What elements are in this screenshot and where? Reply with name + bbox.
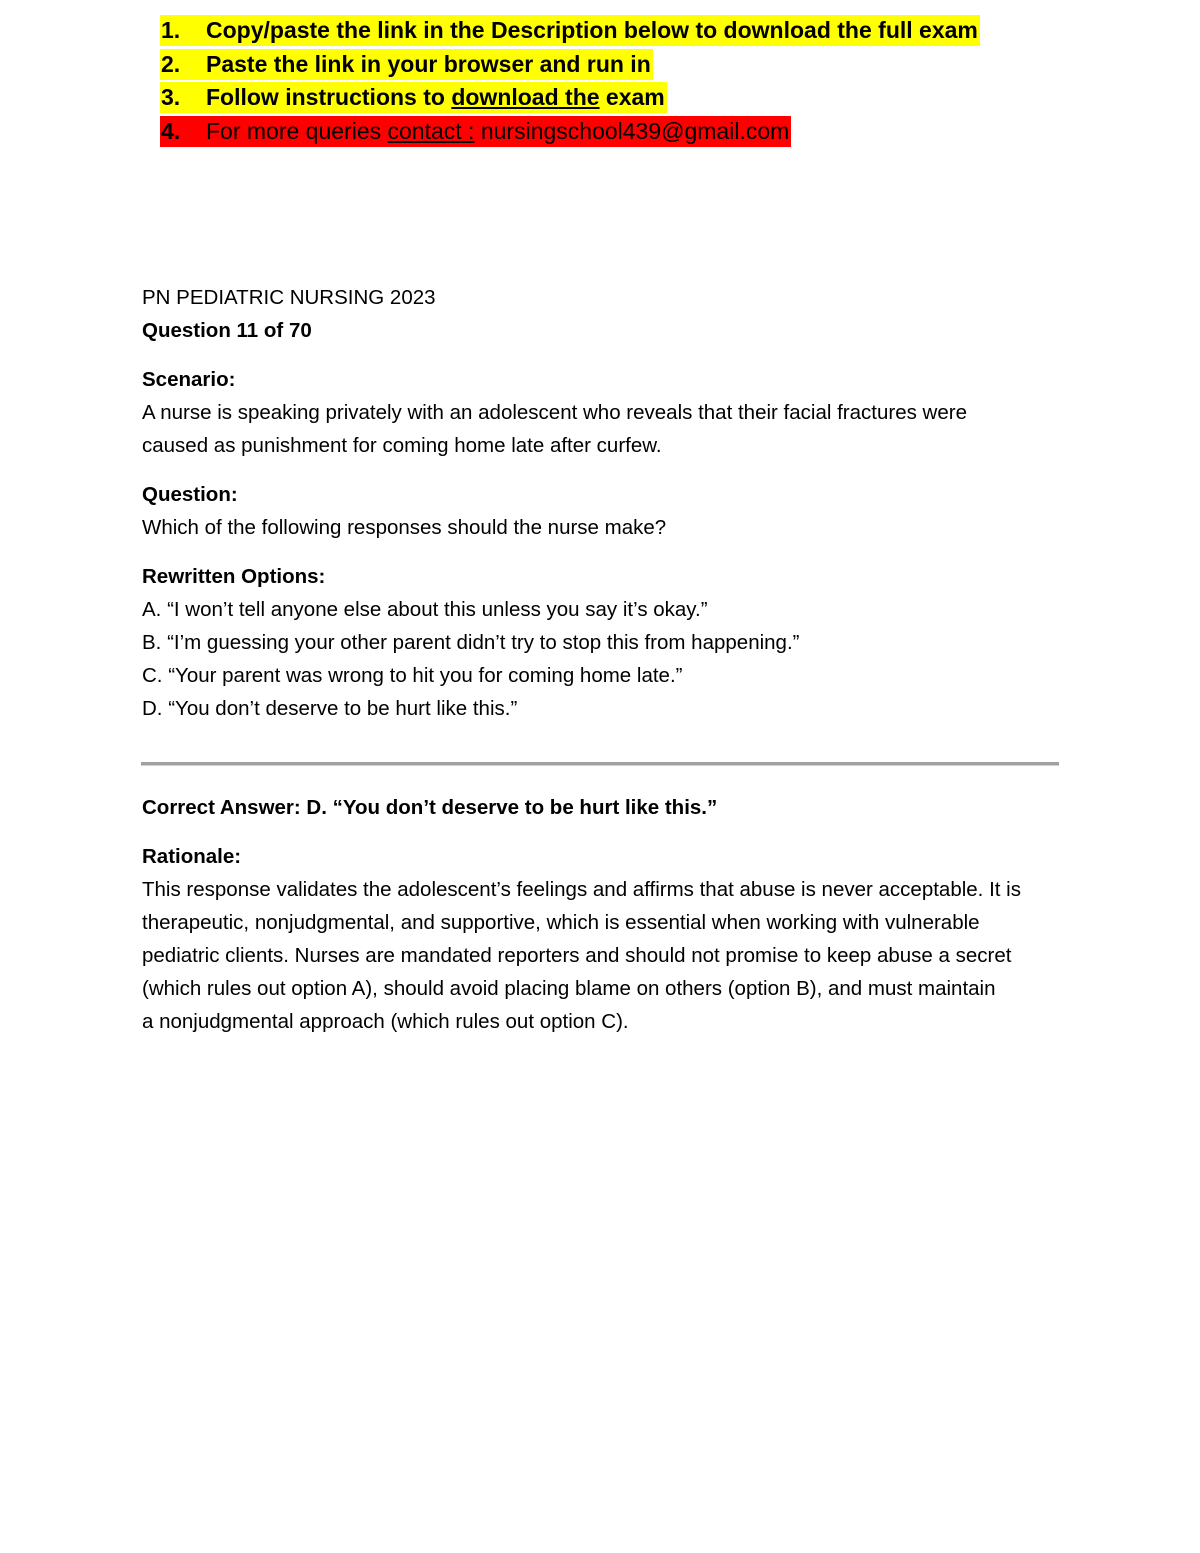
- instruction-number: 1.: [161, 17, 181, 44]
- instruction-text: Paste the link in your browser and run in: [206, 50, 651, 77]
- instruction-text: Copy/paste the link in the Description below to download the full exam: [206, 17, 978, 44]
- instruction-text: Follow instructions to: [206, 84, 452, 111]
- the-link[interactable]: the: [565, 84, 600, 111]
- answer-section: [142, 791, 1062, 1038]
- instruction-highlight-red: [160, 116, 791, 147]
- instruction-item-1: [160, 14, 1060, 48]
- rationale-line: This response validates the adolescent’s feelings and affirms that abuse is never acceptable. It is: [142, 878, 1021, 901]
- contact-link[interactable]: contact :: [387, 117, 475, 144]
- question-heading: Question:: [142, 483, 238, 506]
- question-section: [142, 281, 1062, 725]
- instruction-number: 2.: [161, 50, 181, 77]
- rationale-line: (which rules out option A), should avoid placing blame on others (option B), and must maintain: [142, 977, 996, 1000]
- question-text: Which of the following responses should the nurse make?: [142, 516, 667, 539]
- instruction-text: For more queries: [206, 117, 388, 144]
- contact-email: nursingschool439@gmail.com: [474, 117, 790, 144]
- horizontal-divider: [141, 762, 1059, 766]
- instruction-number: 3.: [161, 84, 181, 111]
- instruction-item-2: [160, 48, 1060, 82]
- instruction-item-4: [160, 115, 1060, 149]
- instruction-highlight: [160, 49, 653, 80]
- question-number: Question 11 of 70: [142, 319, 312, 342]
- option-c: C. “Your parent was wrong to hit you for coming home late.”: [142, 664, 683, 687]
- instruction-text-end: exam: [599, 84, 665, 111]
- correct-answer-label: Correct Answer:: [142, 796, 301, 819]
- scenario-heading: Scenario:: [142, 368, 236, 391]
- rationale-heading: Rationale:: [142, 845, 242, 868]
- option-b: B. “I’m guessing your other parent didn’t try to stop this from happening.”: [142, 631, 800, 654]
- instruction-number: 4.: [161, 117, 181, 144]
- rationale-line: pediatric clients. Nurses are mandated reporters and should not promise to keep abuse a secret: [142, 944, 1012, 967]
- instructions-list: [160, 14, 1060, 148]
- rationale-line: a nonjudgmental approach (which rules out option C).: [142, 1010, 629, 1033]
- scenario-line: A nurse is speaking privately with an adolescent who reveals that their facial fractures were: [142, 401, 967, 424]
- download-link[interactable]: download: [451, 84, 559, 111]
- correct-answer: [142, 791, 1062, 824]
- correct-answer-value: D. “You don’t deserve to be hurt like this.”: [300, 796, 718, 819]
- options-heading: Rewritten Options:: [142, 565, 326, 588]
- document-title: PN PEDIATRIC NURSING 2023: [142, 286, 436, 309]
- option-d: D. “You don’t deserve to be hurt like this.”: [142, 697, 518, 720]
- option-a: A. “I won’t tell anyone else about this unless you say it’s okay.”: [142, 598, 708, 621]
- instruction-highlight: [160, 82, 667, 113]
- scenario-line: caused as punishment for coming home late after curfew.: [142, 434, 662, 457]
- instruction-highlight: [160, 15, 980, 46]
- instruction-item-3: [160, 81, 1060, 115]
- rationale-line: therapeutic, nonjudgmental, and supportive, which is essential when working with vulnerable: [142, 911, 980, 934]
